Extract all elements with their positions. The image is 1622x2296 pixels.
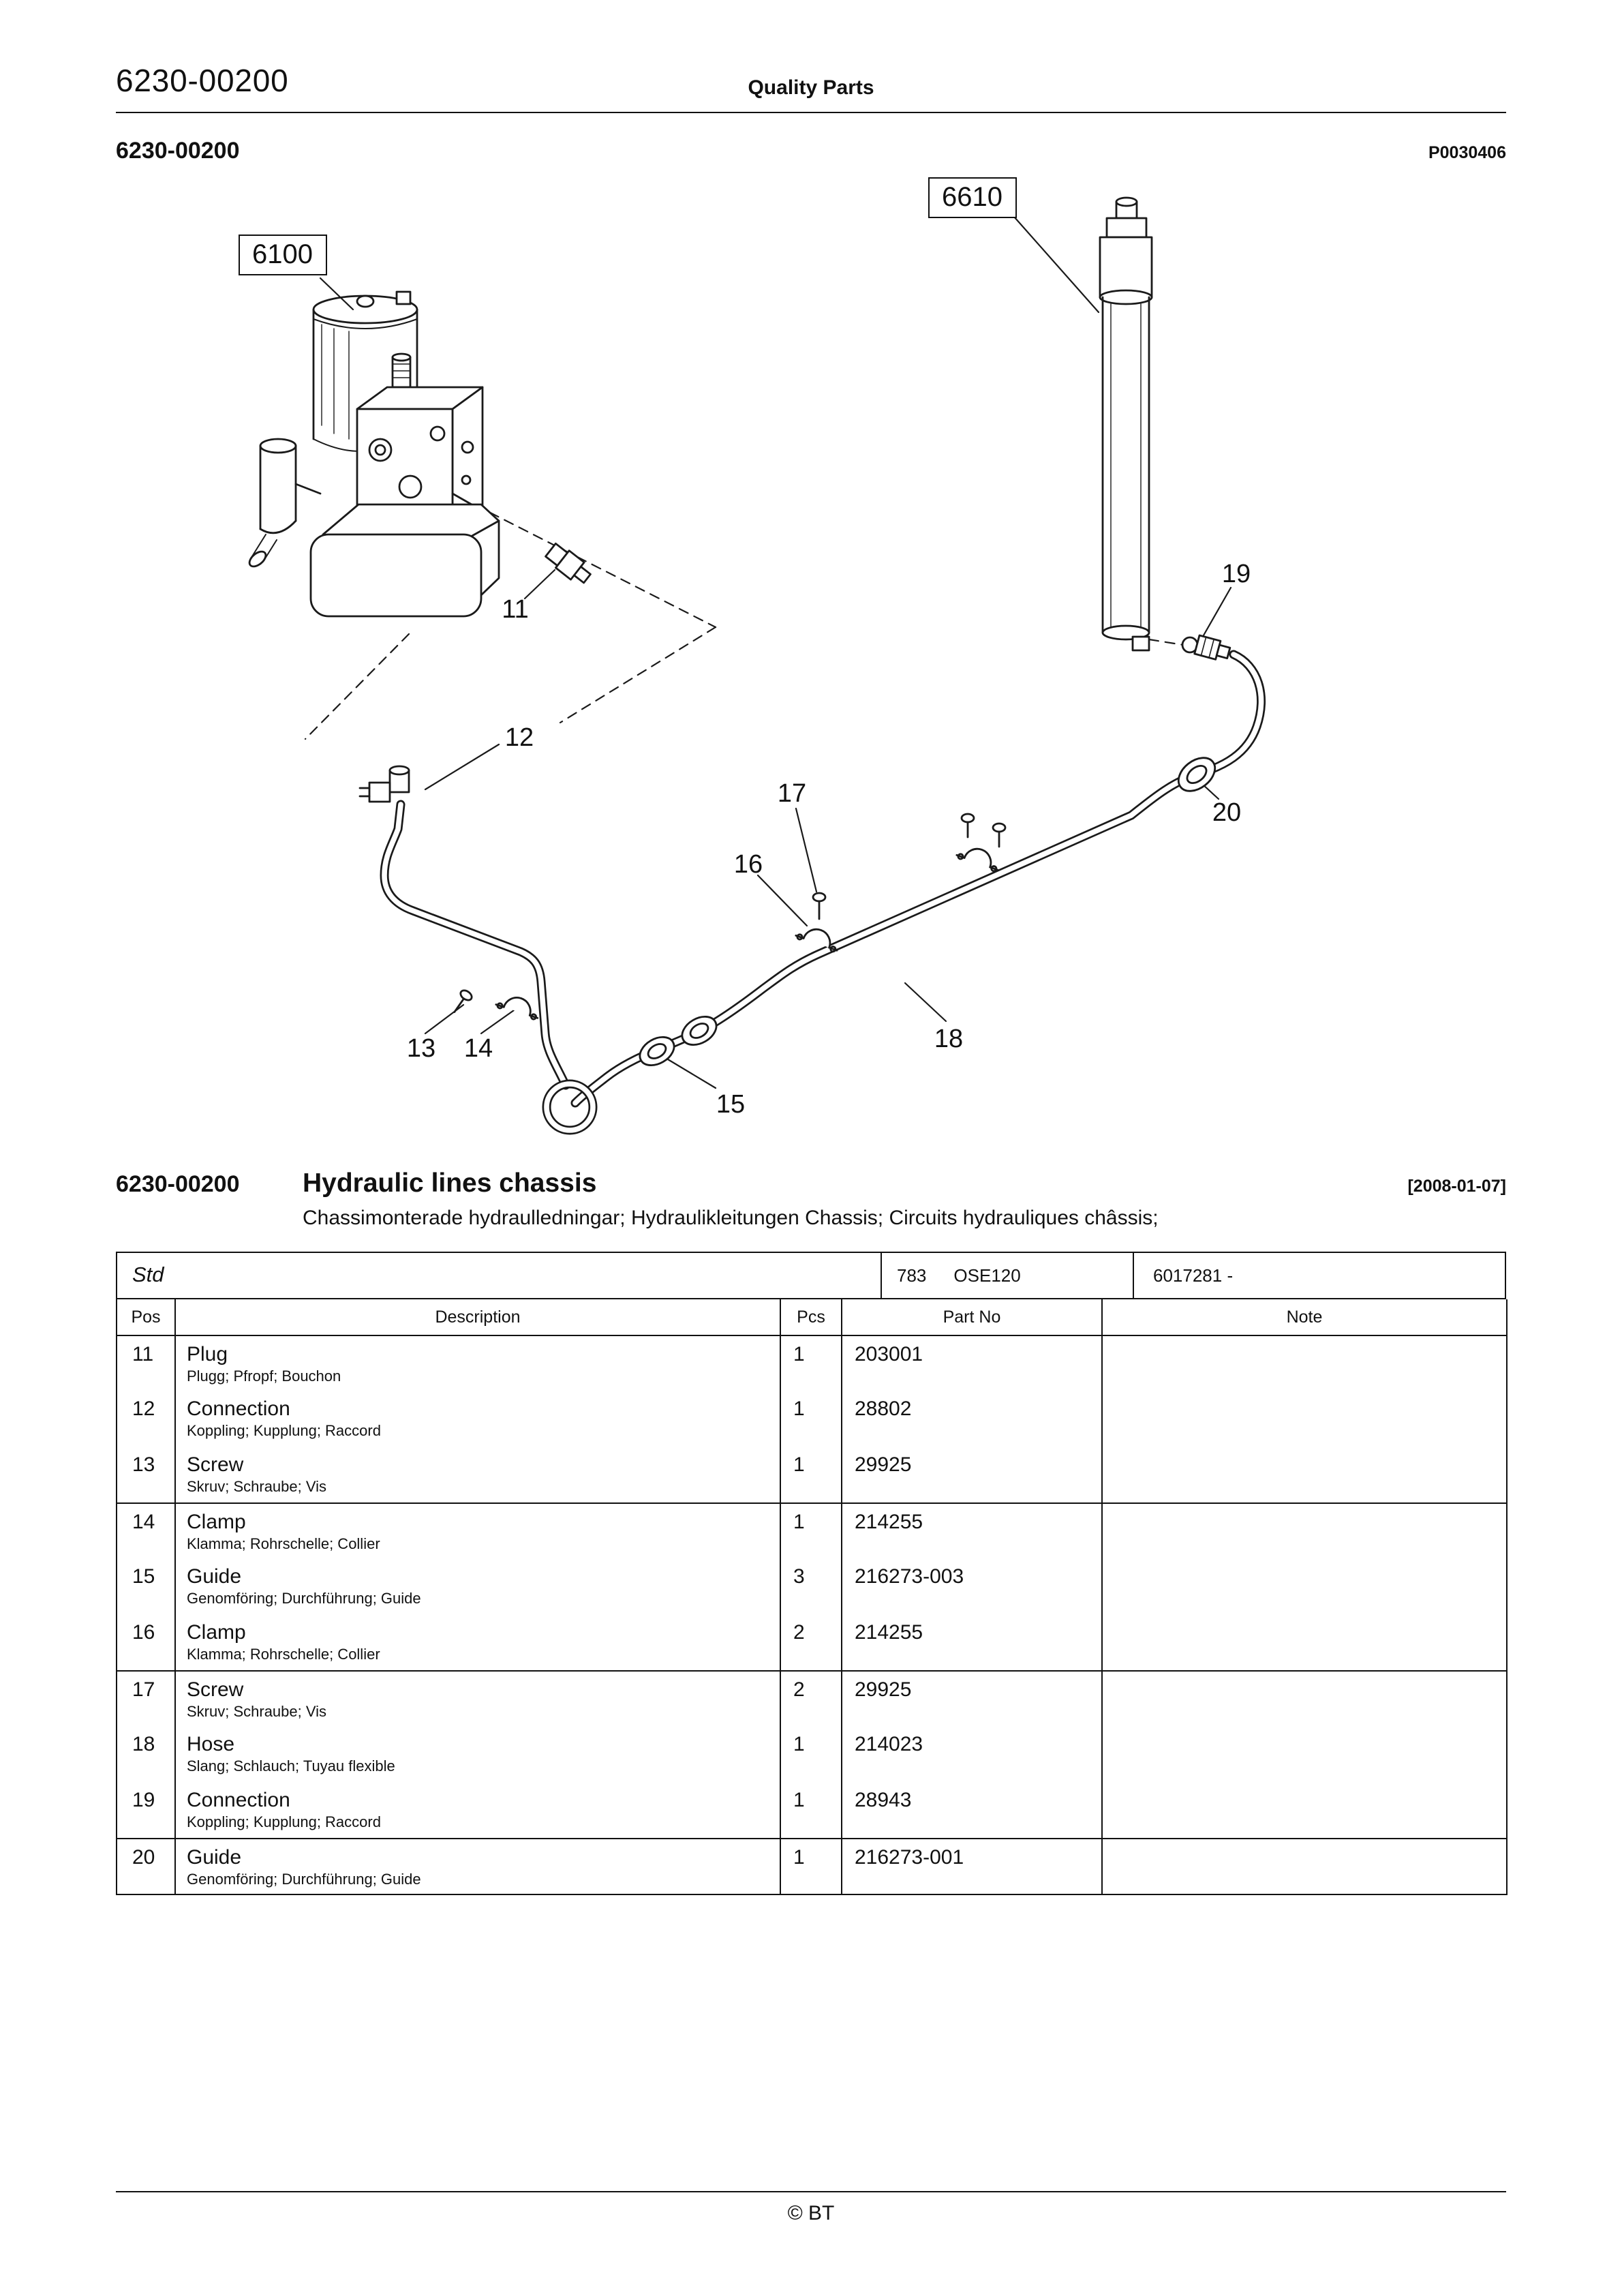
row-description-sub: Koppling; Kupplung; Raccord [187, 1815, 381, 1831]
row-description-cell [175, 1838, 780, 1894]
row-note [1102, 1447, 1507, 1502]
header-title: Quality Parts [748, 76, 874, 100]
callout-12: 12 [504, 724, 534, 753]
row-pcs: 1 [780, 1502, 842, 1558]
parts-diagram [116, 177, 1506, 1152]
callout-14: 14 [463, 1035, 493, 1063]
masthead [116, 63, 1506, 113]
table-row [117, 1391, 1507, 1447]
page-code: P0030406 [1428, 143, 1506, 162]
row-description: Guide [187, 1565, 242, 1588]
guide-20-part [1172, 751, 1221, 798]
table-row [117, 1558, 1507, 1614]
row-note [1102, 1726, 1507, 1782]
row-pcs: 2 [780, 1670, 842, 1726]
screw-17c-part [993, 824, 1005, 847]
table-row [117, 1670, 1507, 1726]
row-description-sub: Genomföring; Durchführung; Guide [187, 1591, 421, 1607]
row-description-sub: Klamma; Rohrschelle; Collier [187, 1536, 380, 1552]
subheader [116, 138, 1506, 165]
row-note [1102, 1391, 1507, 1447]
header-doc-number: 6230-00200 [116, 63, 289, 98]
diagram-linework [116, 177, 1506, 1152]
section-subtitle: Chassimonterade hydraulledningar; Hydraulikleitungen Chassis; Circuits hydrauliques châssis; [303, 1207, 1159, 1230]
model-code: 783 [897, 1265, 927, 1286]
clamp-16a-part [795, 923, 842, 953]
row-pcs: 2 [780, 1614, 842, 1670]
leader-lines [320, 217, 1231, 1088]
row-note [1102, 1335, 1507, 1391]
row-description: Screw [187, 1678, 244, 1701]
screw-17a-part [813, 893, 825, 919]
row-pos: 14 [117, 1502, 175, 1558]
footer-divider [116, 2191, 1506, 2192]
row-note [1102, 1670, 1507, 1726]
hose-loop [547, 1084, 593, 1130]
model-cell [881, 1253, 1133, 1298]
row-part-no: 214255 [842, 1502, 1102, 1558]
table-row [117, 1782, 1507, 1838]
row-description-cell [175, 1670, 780, 1726]
row-description-sub: Skruv; Schraube; Vis [187, 1479, 327, 1496]
callout-19: 19 [1221, 560, 1251, 589]
row-part-no: 216273-003 [842, 1558, 1102, 1614]
table-row [117, 1838, 1507, 1894]
clamp-14-part [495, 992, 542, 1021]
row-note [1102, 1502, 1507, 1558]
parts-table-wrap [116, 1252, 1506, 1894]
row-description-cell [175, 1502, 780, 1558]
row-pos: 15 [117, 1558, 175, 1614]
hose-18-part [575, 654, 1261, 1103]
row-pcs: 1 [780, 1726, 842, 1782]
callout-16: 16 [733, 851, 763, 879]
parts-table [116, 1299, 1508, 1894]
row-pos: 16 [117, 1614, 175, 1670]
row-part-no: 29925 [842, 1447, 1102, 1502]
serial-range: 6017281 - [1133, 1253, 1505, 1298]
row-description-sub: Klamma; Rohrschelle; Collier [187, 1647, 380, 1663]
row-description: Connection [187, 1398, 290, 1421]
callout-11: 11 [502, 596, 529, 624]
col-header-pos: Pos [117, 1299, 175, 1335]
footer-copyright: © BT [787, 2202, 835, 2225]
row-description-sub: Slang; Schlauch; Tuyau flexible [187, 1759, 395, 1775]
row-note [1102, 1838, 1507, 1894]
variant-label: Std [132, 1263, 164, 1286]
screw-17b-part [962, 814, 974, 837]
section-number: 6230-00200 [116, 1171, 240, 1197]
row-description-cell [175, 1726, 780, 1782]
row-pcs: 1 [780, 1782, 842, 1838]
row-part-no: 203001 [842, 1335, 1102, 1391]
table-row [117, 1502, 1507, 1558]
screw-13-part [449, 988, 473, 1016]
connection-12-part [360, 766, 409, 802]
row-description: Clamp [187, 1510, 246, 1533]
row-description-sub: Genomföring; Durchführung; Guide [187, 1871, 421, 1888]
row-description-sub: Plugg; Pfropf; Bouchon [187, 1368, 341, 1385]
row-pcs: 3 [780, 1558, 842, 1614]
row-part-no: 28943 [842, 1782, 1102, 1838]
lift-cylinder [1100, 198, 1152, 650]
guide-15b-part [677, 1011, 722, 1051]
row-note [1102, 1614, 1507, 1670]
table-variant-row [116, 1252, 1506, 1299]
section-date: [2008-01-07] [1407, 1177, 1506, 1196]
row-description: Connection [187, 1789, 290, 1812]
table-row [117, 1614, 1507, 1670]
row-description-sub: Koppling; Kupplung; Raccord [187, 1423, 381, 1440]
connection-19-part [1182, 635, 1231, 662]
guide-15a-part [635, 1031, 679, 1071]
col-header-pcs: Pcs [780, 1299, 842, 1335]
row-part-no: 29925 [842, 1670, 1102, 1726]
row-description: Plug [187, 1342, 228, 1365]
model-name: OSE120 [953, 1265, 1021, 1286]
row-note [1102, 1782, 1507, 1838]
callout-20: 20 [1212, 799, 1242, 828]
row-description-sub: Skruv; Schraube; Vis [187, 1704, 327, 1720]
row-description: Guide [187, 1845, 242, 1869]
row-description-cell [175, 1335, 780, 1391]
row-description-cell [175, 1447, 780, 1502]
row-note [1102, 1558, 1507, 1614]
row-pcs: 1 [780, 1335, 842, 1391]
pump-assembly [247, 292, 499, 616]
row-pcs: 1 [780, 1838, 842, 1894]
table-row [117, 1335, 1507, 1391]
row-description: Hose [187, 1733, 235, 1756]
clamp-16b-part [956, 843, 1003, 873]
callout-18: 18 [934, 1025, 964, 1054]
section-title: Hydraulic lines chassis [303, 1168, 597, 1198]
row-pos: 19 [117, 1782, 175, 1838]
column-header-row [117, 1299, 1507, 1335]
row-description-cell [175, 1558, 780, 1614]
section-heading [116, 1168, 1506, 1200]
row-pos: 18 [117, 1726, 175, 1782]
col-header-description: Description [175, 1299, 780, 1335]
row-pos: 20 [117, 1838, 175, 1894]
row-pcs: 1 [780, 1447, 842, 1502]
table-row [117, 1726, 1507, 1782]
row-part-no: 214255 [842, 1614, 1102, 1670]
row-description: Screw [187, 1453, 244, 1477]
row-pos: 13 [117, 1447, 175, 1502]
row-description: Clamp [187, 1621, 246, 1644]
row-pos: 12 [117, 1391, 175, 1447]
col-header-part-no: Part No [842, 1299, 1102, 1335]
assembly-label-6100: 6100 [239, 235, 326, 275]
subheader-doc-number: 6230-00200 [116, 138, 240, 164]
row-part-no: 216273-001 [842, 1838, 1102, 1894]
callout-17: 17 [777, 780, 807, 809]
row-part-no: 28802 [842, 1391, 1102, 1447]
plug-11-part [544, 541, 594, 587]
row-description-cell [175, 1782, 780, 1838]
row-description-cell [175, 1391, 780, 1447]
table-row [117, 1447, 1507, 1502]
callout-15: 15 [716, 1091, 746, 1119]
parts-table-body [117, 1335, 1507, 1894]
row-pos: 17 [117, 1670, 175, 1726]
col-header-note: Note [1102, 1299, 1507, 1335]
row-description-cell [175, 1614, 780, 1670]
row-pcs: 1 [780, 1391, 842, 1447]
row-pos: 11 [117, 1335, 175, 1391]
row-part-no: 214023 [842, 1726, 1102, 1782]
assembly-label-6610: 6610 [928, 177, 1016, 218]
callout-13: 13 [406, 1035, 436, 1063]
